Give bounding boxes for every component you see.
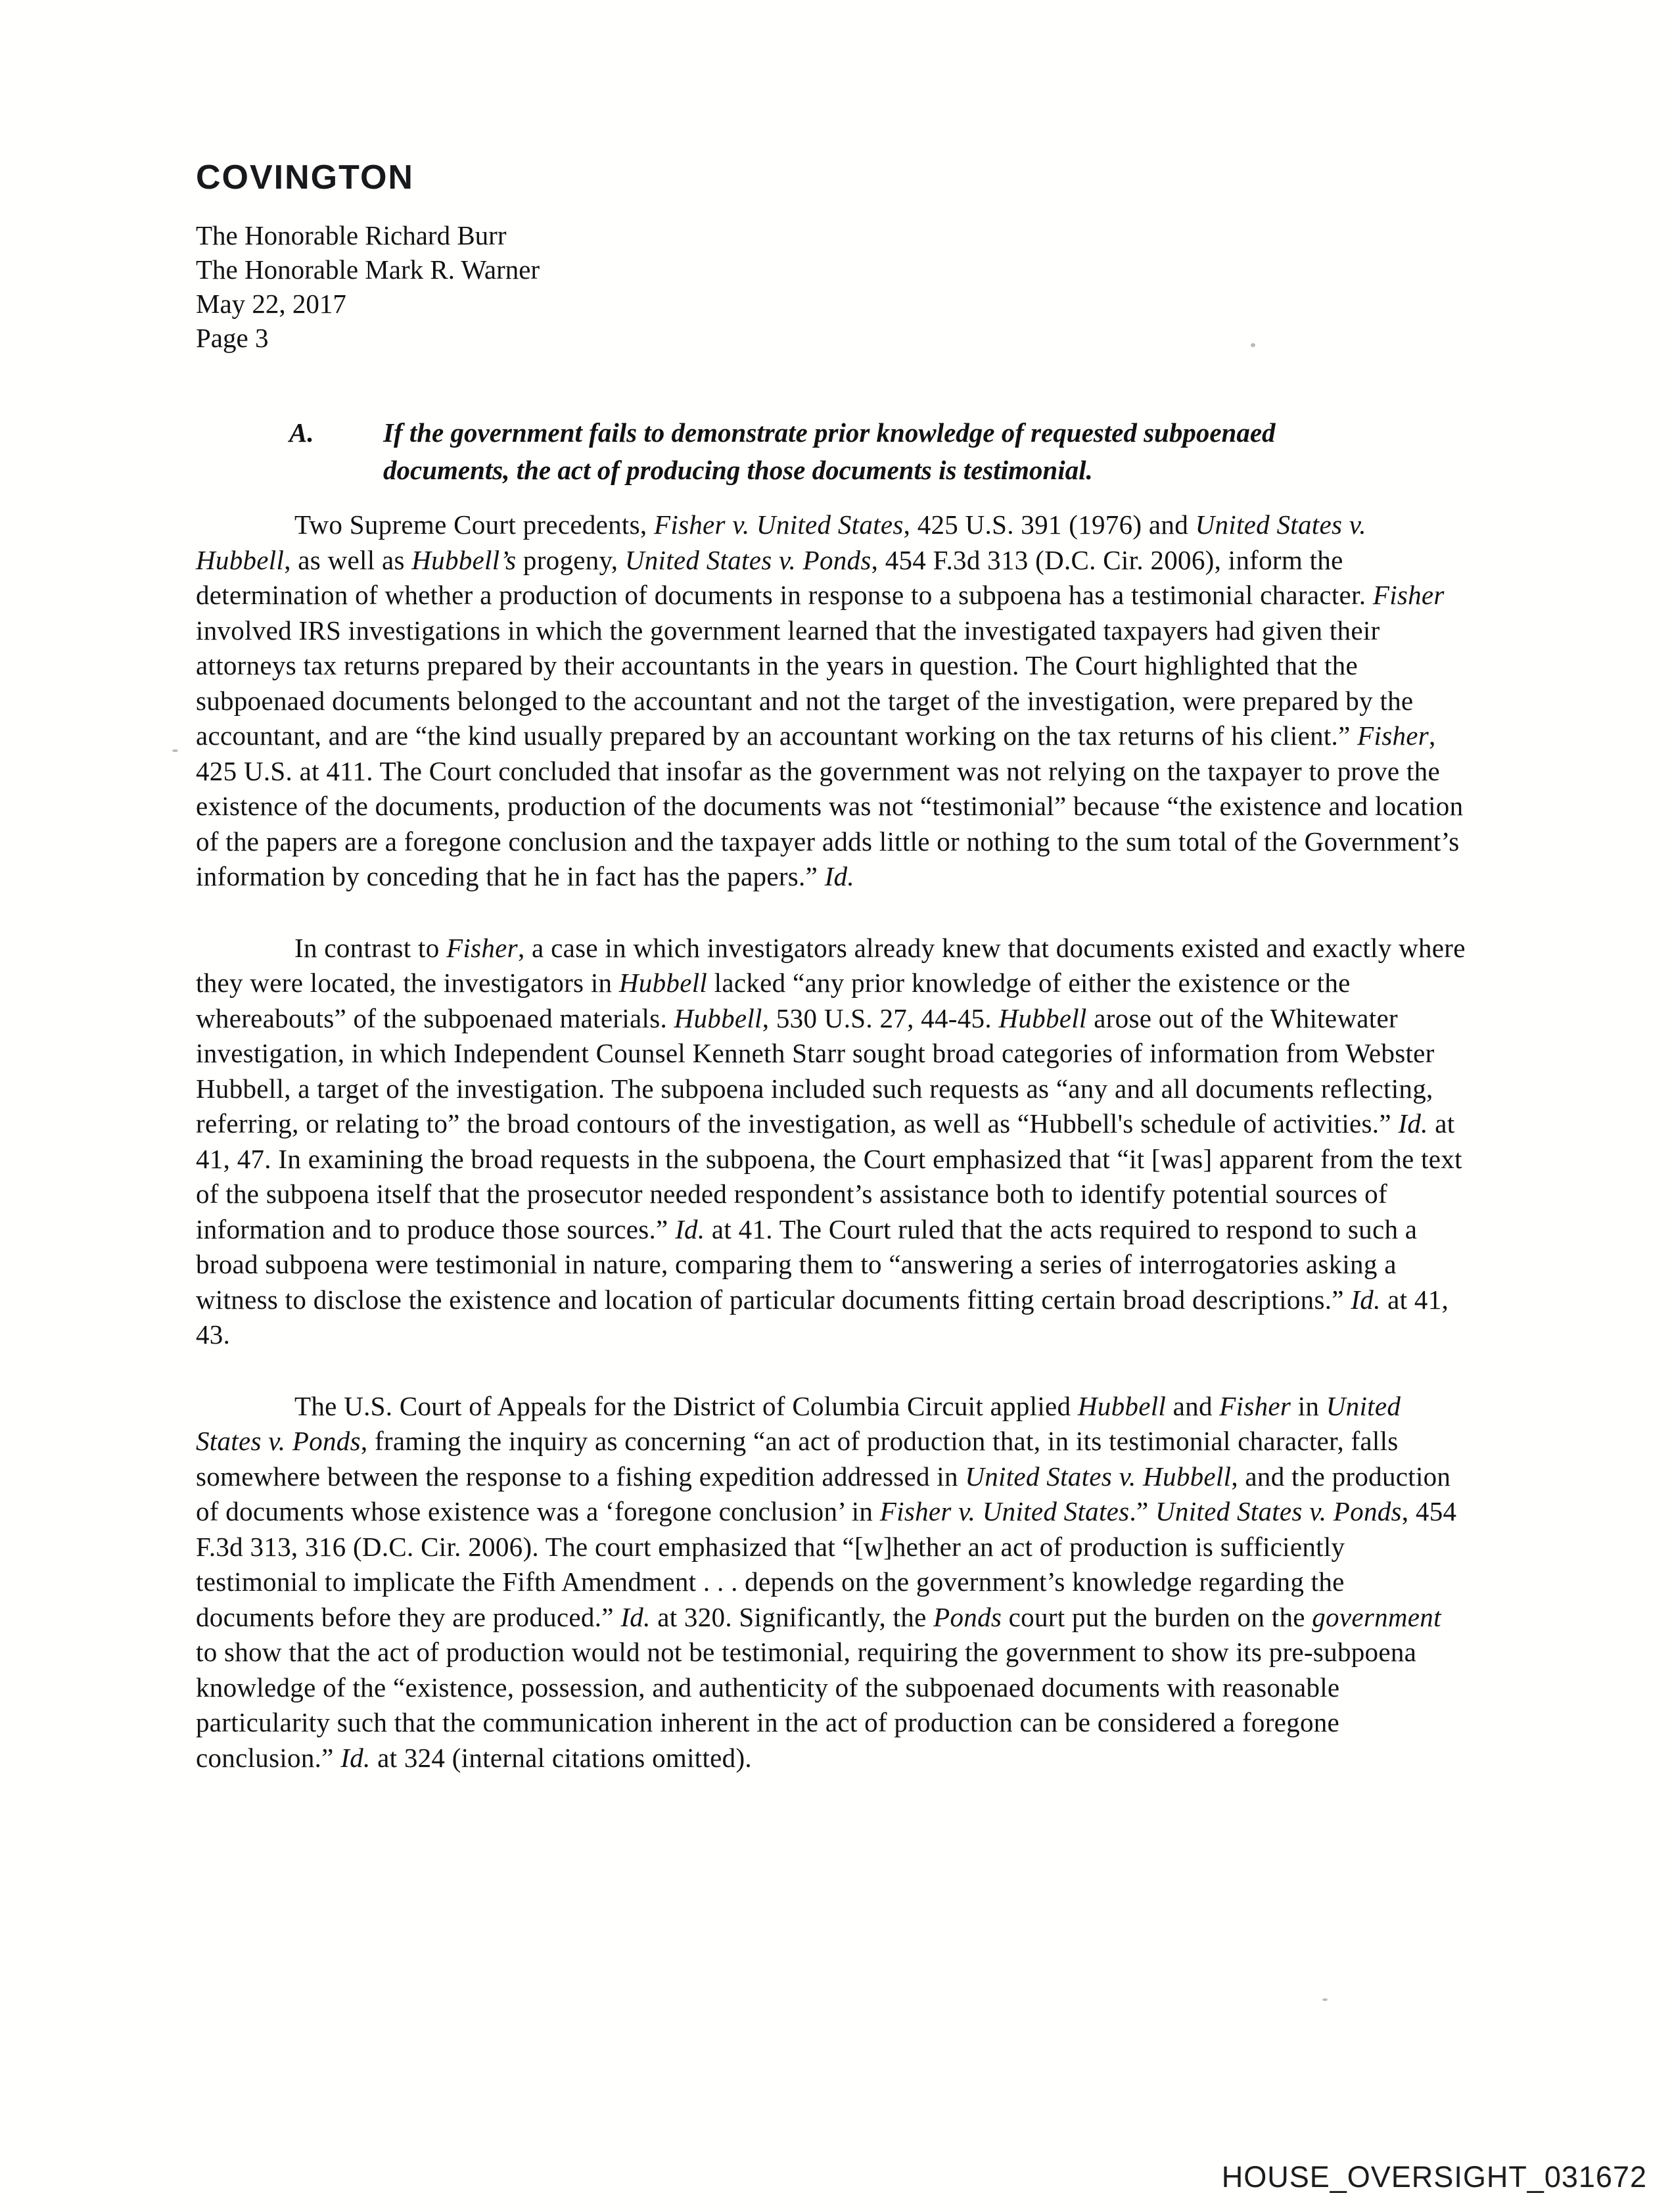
text-run: court put the burden on the (1002, 1601, 1312, 1632)
text-run: lacked “any prior knowledge of either the existence or the whereabouts” of the subpoenaed materials. (196, 968, 1351, 1033)
section-heading (289, 414, 1297, 489)
text-run: , as well as (284, 544, 412, 575)
italic-citation: United States v. Ponds (1155, 1496, 1402, 1526)
paragraph (196, 1389, 1468, 1776)
firm-letterhead: COVINGTON (196, 158, 414, 197)
text-run: involved IRS investigations in which the government learned that the investigated taxpayers had given their attorneys tax returns prepared by their accountants in the years in question. The Court highlighted that the subpoenaed documents belonged to the accountant and not the target of the investigation, were prepared by the accountant, and are “the kind usually prepared by an accountant working on the tax returns of his client.” (196, 615, 1414, 751)
section-label: A. (289, 417, 314, 448)
letter-date: May 22, 2017 (196, 289, 346, 319)
page-number-label: Page 3 (196, 323, 269, 353)
italic-citation: United States v. Hubbell (965, 1461, 1232, 1492)
text-run: progeny, (516, 544, 625, 575)
scan-speck (172, 749, 178, 752)
italic-citation: Id. (675, 1213, 705, 1244)
text-run: , framing the inquiry as concerning “an act of production that, in its testimonial character, falls somewhere between the response to a fishing expedition addressed in (196, 1426, 1399, 1492)
text-run: , 425 U.S. 391 (1976) and (903, 509, 1196, 540)
italic-citation: Hubbell (998, 1002, 1087, 1033)
recipient-line: The Honorable Richard Burr (196, 220, 507, 250)
italic-citation: Id. (1398, 1108, 1428, 1139)
italic-citation: Fisher (446, 932, 518, 963)
text-run: , a case in which investigators already knew that documents existed and exactly where they were located, the investigators in (196, 932, 1466, 998)
text-run: arose out of the Whitewater investigation, in which Independent Counsel Kenneth Starr sought broad categories of information from Webster Hubbell, a target of the investigation. The subpoena included such requests as “any and all documents reflecting, referring, or relating to” the broad contours of the investigation, as well as “Hubbell's schedule of activities.” (196, 1002, 1435, 1139)
text-run: to show that the act of production would not be testimonial, requiring the government to show its pre-subpoena knowledge of the “existence, possession, and authenticity of the subpoenaed documents with reasonable particularity such that the communication inherent in the act of production can be considered a foregone conclusion.” (196, 1637, 1417, 1773)
section-title: If the government fails to demonstrate prior knowledge of requested subpoenaed documents, the act of producing those documents is testimonial. (383, 417, 1276, 485)
recipient-line: The Honorable Mark R. Warner (196, 254, 540, 285)
italic-citation: Fisher (1372, 580, 1445, 610)
paragraph (196, 931, 1468, 1353)
italic-citation: Fisher (1219, 1390, 1291, 1421)
paragraph (196, 507, 1468, 895)
italic-citation: Ponds (933, 1601, 1002, 1632)
text-run: Two Supreme Court precedents, (294, 509, 654, 540)
text-run: in (1291, 1390, 1326, 1421)
text-run: and (1166, 1390, 1220, 1421)
text-run: at 324 (internal citations omitted). (370, 1742, 752, 1773)
text-run: at 41, 47. In examining the broad requests in the subpoena, the Court emphasized that “it [was] apparent from the text of the subpoena itself that the prosecutor needed respondent’s assistance both to identify potential sources of information and to produce those sources.” (196, 1108, 1462, 1244)
italic-citation: Id. (620, 1601, 651, 1632)
italic-citation: Fisher v. United States (653, 509, 904, 540)
italic-citation: Hubbell (674, 1002, 762, 1033)
italic-citation: Id. (824, 861, 854, 891)
text-run: , 454 F.3d 313, 316 (D.C. Cir. 2006). The court emphasized that “[w]hether an act of production is sufficiently testimonial to implicate the Fifth Amendment . . . depends on the government’s knowledge regarding the documents before they are produced.” (196, 1496, 1457, 1632)
scan-speck (1322, 1998, 1328, 2001)
scan-speck (1251, 343, 1255, 347)
italic-citation: Fisher (1357, 720, 1429, 751)
italic-citation: United States v. Ponds (196, 1390, 1401, 1456)
italic-citation: United States v. Ponds (624, 544, 871, 575)
text-run: at 41, 43. (196, 1284, 1449, 1350)
text-run: , 425 U.S. at 411. The Court concluded that insofar as the government was not relying on the taxpayer to prove the existence of the documents, production of the documents was not “testimonial” because “the existence and location of the papers are a foregone conclusion and the taxpayer adds little or nothing to the sum total of the Government’s information by conceding that he in fact has the papers.” (196, 720, 1464, 891)
bates-stamp: HOUSE_OVERSIGHT_031672 (1221, 2160, 1647, 2194)
italic-citation: Fisher v. United States (879, 1496, 1130, 1526)
text-run: , and the production of documents whose existence was a ‘foregone conclusion’ in (196, 1461, 1451, 1526)
italic-citation: Hubbell (1077, 1390, 1167, 1421)
text-run: at 41. The Court ruled that the acts required to respond to such a broad subpoena were testimonial in nature, comparing them to “answering a series of interrogatories asking a witness to disclose the existence and location of particular documents fitting certain broad descriptions.” (196, 1213, 1418, 1315)
text-run: .” (1129, 1496, 1156, 1526)
italic-citation: government (1312, 1601, 1441, 1632)
italic-citation: Hubbell’s (411, 544, 517, 575)
italic-citation: United States v. Hubbell (196, 509, 1366, 575)
text-run: , 530 U.S. 27, 44-45. (762, 1002, 999, 1033)
header-block (196, 218, 540, 355)
text-run: In contrast to (294, 932, 447, 963)
text-run: The U.S. Court of Appeals for the District of Columbia Circuit applied (294, 1390, 1078, 1421)
text-run: at 320. Significantly, the (650, 1601, 934, 1632)
letter-body (196, 507, 1468, 1812)
italic-citation: Id. (1351, 1284, 1381, 1315)
italic-citation: Hubbell (618, 968, 708, 998)
text-run: , 454 F.3d 313 (D.C. Cir. 2006), inform the determination of whether a production of documents in response to a subpoena has a testimonial character. (196, 544, 1373, 610)
italic-citation: Id. (340, 1742, 371, 1773)
